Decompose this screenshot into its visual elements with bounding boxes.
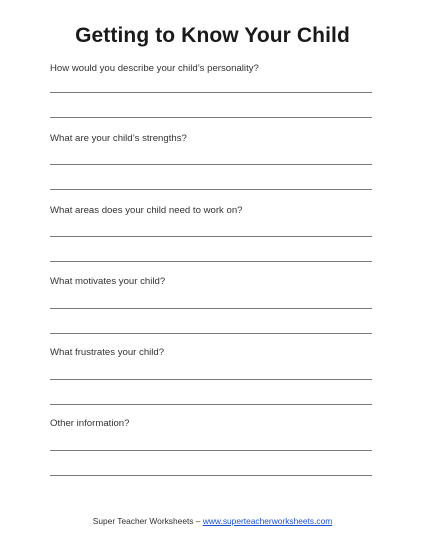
answer-line[interactable] — [50, 261, 372, 262]
answer-line[interactable] — [50, 189, 372, 190]
question-section-frustrations — [50, 347, 372, 359]
answer-line[interactable] — [50, 404, 372, 405]
footer-website-link[interactable]: www.superteacherworksheets.com — [202, 516, 333, 526]
answer-line[interactable] — [50, 333, 372, 334]
question-label: How would you describe your child’s personality? — [50, 63, 259, 74]
question-label: What are your child’s strengths? — [50, 133, 187, 144]
answer-line[interactable] — [50, 475, 372, 476]
page-title: Getting to Know Your Child — [75, 24, 350, 47]
answer-line[interactable] — [50, 236, 372, 237]
answer-line[interactable] — [50, 450, 372, 451]
footer-separator: – — [193, 516, 203, 526]
answer-line[interactable] — [50, 164, 372, 165]
question-label: What areas does your child need to work on? — [50, 205, 243, 216]
answer-line[interactable] — [50, 308, 372, 309]
answer-line[interactable] — [50, 92, 372, 93]
question-section-motivations — [50, 276, 372, 288]
question-label: What motivates your child? — [50, 276, 166, 287]
page-footer — [0, 516, 425, 526]
answer-line[interactable] — [50, 117, 372, 118]
footer-brand: Super Teacher Worksheets — [92, 516, 194, 526]
question-label: What frustrates your child? — [50, 347, 165, 358]
question-section-strengths — [50, 133, 372, 145]
question-section-areas-to-work-on — [50, 205, 372, 217]
question-section-other-information — [50, 418, 372, 430]
answer-line[interactable] — [50, 379, 372, 380]
question-label: Other information? — [50, 418, 130, 429]
question-section-personality — [50, 63, 372, 75]
